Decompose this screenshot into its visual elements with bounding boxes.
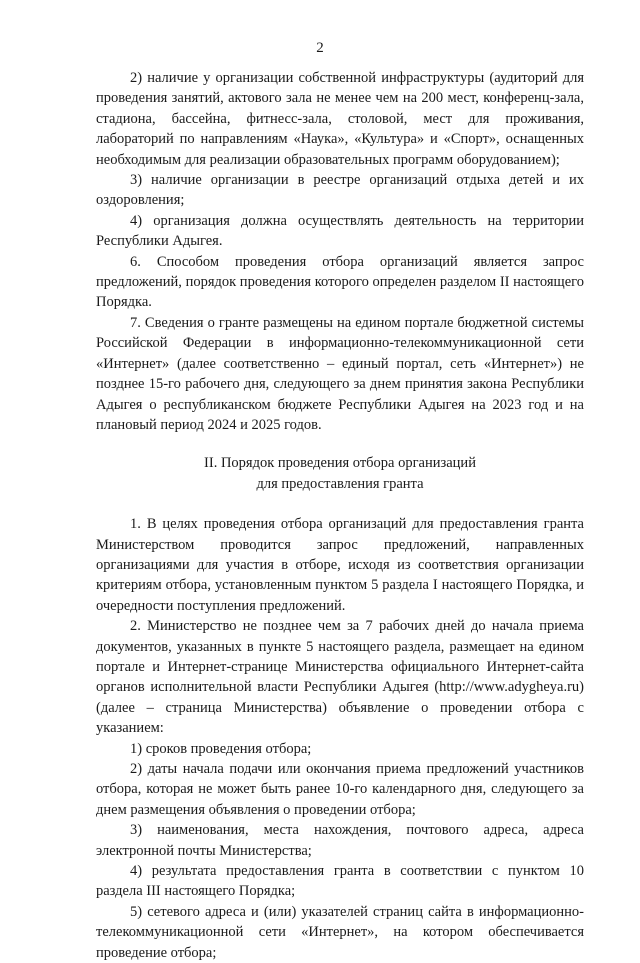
document-body <box>96 68 584 963</box>
paragraph-section2-clause-1: 1. В целях проведения отбора организаций для предоставления гранта Министерством проводится запрос предложений, направленных организациями для участия в отборе, исходя из соответствия организации критериям отбора, установленным пунктом 5 раздела I настоящего Порядка, и очередности поступления предложений. <box>96 516 584 614</box>
section-heading <box>96 453 584 494</box>
paragraph-list-item-1: 1) сроков проведения отбора; <box>130 740 312 757</box>
paragraph-list-item-5: 5) сетевого адреса и (или) указателей страниц сайта в информационно-телекоммуникационной сети «Интернет», на котором обеспечивается проведение отбора; <box>96 903 584 961</box>
paragraph-list-item-2: 2) даты начала подачи или окончания приема предложений участников отбора, которая не может быть ранее 10-го календарного дня, следующего за днем размещения объявления о проведении отбора; <box>96 761 584 818</box>
paragraph-clause-7: 7. Сведения о гранте размещены на едином портале бюджетной системы Российской Федерации в информационно-телекоммуникационной сети «Интернет» (далее соответственно – единый портал, сеть «Интернет») не позднее 15-го рабочего дня, следующего за днем принятия закона Республики Адыгея о республиканском бюджете Республики Адыгея на 2023 год и на плановый период 2024 и 2025 годов. <box>96 314 584 433</box>
paragraph-list-item-4: 4) результата предоставления гранта в соответствии с пунктом 10 раздела III настоящего Порядка; <box>96 863 584 900</box>
section-heading-line-2: для предоставления гранта <box>256 475 424 492</box>
paragraph-clause-6: 6. Способом проведения отбора организаций является запрос предложений, порядок проведения которого определен разделом II настоящего Порядка. <box>96 253 584 311</box>
paragraph-section2-clause-2: 2. Министерство не позднее чем за 7 рабочих дней до начала приема документов, указанных в пункте 5 настоящего раздела, размещает на едином портале и Интернет-странице Министерства официального Интернет-сайта органов исполнительной власти Республики Адыгея (http://www.adygheya.ru) (далее – страница Министерства) объявление о проведении отбора с указанием: <box>96 618 584 737</box>
section-heading-line-1: II. Порядок проведения отбора организаций <box>204 455 476 472</box>
paragraph-list-item-3: 3) наименования, места нахождения, почтового адреса, адреса электронной почты Министерства; <box>96 822 584 859</box>
paragraph-item-4: 4) организация должна осуществлять деятельность на территории Республики Адыгея. <box>96 212 584 250</box>
page-number: 2 <box>316 40 324 56</box>
paragraph-item-2: 2) наличие у организации собственной инфраструктуры (аудиторий для проведения занятий, актового зала не менее чем на 200 мест, конференц-зала, стадиона, бассейна, фитнесс-зала, столовой, мест для проживания, лабораторий по направлениям «Наука», «Культура» и «Спорт», оснащенных необходимым для реализации образовательных программ оборудованием); <box>96 70 584 168</box>
paragraph-item-3: 3) наличие организации в реестре организаций отдыха детей и их оздоровления; <box>96 172 584 209</box>
